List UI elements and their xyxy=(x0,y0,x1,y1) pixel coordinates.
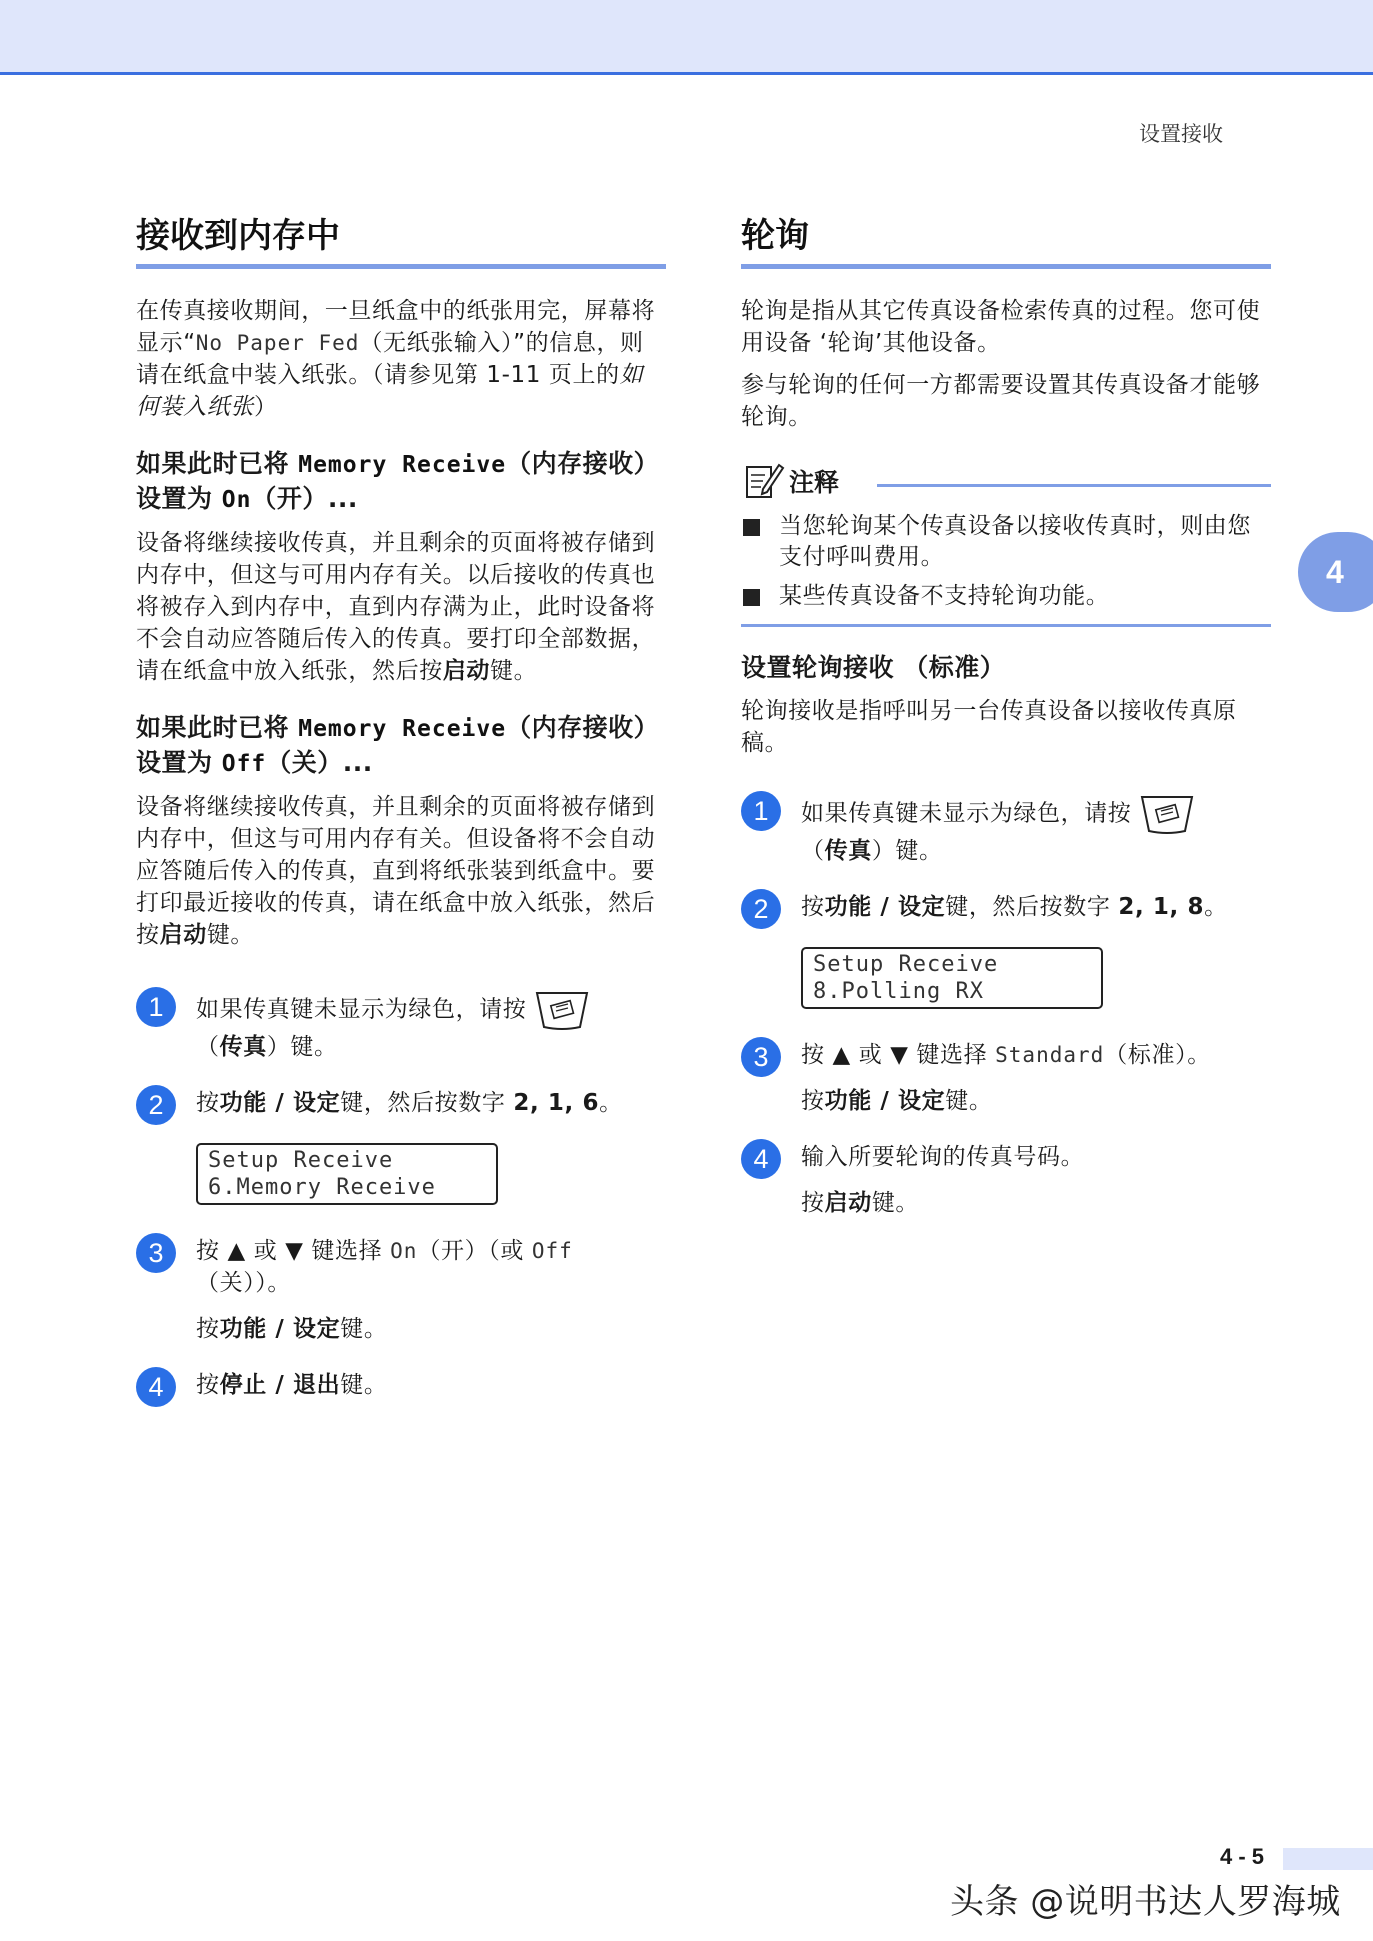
note-item xyxy=(741,511,1271,573)
left-column xyxy=(136,212,666,1401)
left-step-1 xyxy=(136,989,666,1063)
step-number-badge: 3 xyxy=(136,1233,176,1273)
step-text: （标准）。 xyxy=(1104,1042,1211,1068)
step-key-menu: 功能 / 设定 xyxy=(219,1316,341,1342)
intro-code: No Paper Fed xyxy=(195,331,360,355)
on-text-b: 键。 xyxy=(490,658,538,684)
step-text: （关））。 xyxy=(196,1270,291,1296)
lcd-line-1: Setup Receive xyxy=(208,1148,394,1173)
running-title: 设置接收 xyxy=(1139,122,1223,146)
right-step-2 xyxy=(741,891,1271,1009)
step-number-badge: 3 xyxy=(741,1037,781,1077)
step-text: 键。 xyxy=(945,1088,993,1114)
right-step-3 xyxy=(741,1039,1271,1117)
subheading-on-b: （内存接收）设置为 xyxy=(136,449,660,513)
note-pencil-icon xyxy=(741,459,785,503)
section-title-memory-receive: 接收到内存中 xyxy=(136,212,666,269)
off-paragraph xyxy=(136,791,666,951)
step-text: ）键。 xyxy=(266,1034,338,1060)
on-text-key: 启动 xyxy=(442,658,491,684)
subheading-on-code2: On xyxy=(221,487,252,513)
step-digits: 2, 1, 6 xyxy=(513,1090,600,1116)
step-key-stop: 停止 / 退出 xyxy=(219,1372,341,1398)
footer-bar xyxy=(1283,1848,1373,1870)
step-number-badge: 4 xyxy=(741,1139,781,1179)
right-step-4 xyxy=(741,1141,1271,1219)
polling-paragraph-1: 轮询是指从其它传真设备检索传真的过程。您可使用设备 ‘轮询’其他设备。 xyxy=(741,298,1261,356)
right-step-1-text xyxy=(801,793,1271,867)
step-text: 按 xyxy=(801,894,825,920)
subheading-on-a: 如果此时已将 xyxy=(136,449,299,478)
step-text: 按 xyxy=(196,1090,220,1116)
subheading-polling-setup: 设置轮询接收 （标准） xyxy=(741,653,1006,682)
step-text: 按 ▲ 或 ▼ 键选择 xyxy=(801,1042,996,1068)
step-number-badge: 1 xyxy=(136,987,176,1027)
subheading-off-c: （关）... xyxy=(266,748,373,777)
step-text: （开）（或 xyxy=(417,1238,532,1264)
chapter-tab: 4 xyxy=(1298,532,1373,612)
polling-paragraph-2: 参与轮询的任何一方都需要设置其传真设备才能够轮询。 xyxy=(741,372,1261,430)
step-key-menu: 功能 / 设定 xyxy=(824,1088,946,1114)
step-text: （ xyxy=(801,838,825,864)
step-text: 键。 xyxy=(340,1316,388,1342)
step-key-start: 启动 xyxy=(824,1190,872,1216)
right-step-1 xyxy=(741,793,1271,867)
note-item-text: 某些传真设备不支持轮询功能。 xyxy=(779,583,1110,609)
step-code: Standard xyxy=(995,1043,1105,1067)
left-step-4-text xyxy=(196,1369,666,1401)
left-step-3 xyxy=(136,1235,666,1345)
intro-text-c: ） xyxy=(254,394,278,420)
watermark-text: 头条 @说明书达人罗海城 xyxy=(950,1882,1341,1922)
intro-reference: 如何装入纸张 xyxy=(136,362,644,420)
right-step-4-text: 输入所要轮询的传真号码。 xyxy=(801,1144,1085,1170)
step-text: 按 xyxy=(801,1088,825,1114)
step-text: 按 xyxy=(196,1316,220,1342)
step-code: Off xyxy=(531,1239,573,1263)
right-step-3-text xyxy=(801,1039,1271,1071)
step-text: （ xyxy=(196,1034,220,1060)
header-band xyxy=(0,0,1373,75)
step-text: 按 ▲ 或 ▼ 键选择 xyxy=(196,1238,391,1264)
subheading-off-a: 如果此时已将 xyxy=(136,713,299,742)
step-digits: 2, 1, 8 xyxy=(1118,894,1205,920)
subheading-off-b: （内存接收）设置为 xyxy=(136,713,660,777)
subheading-on xyxy=(136,447,666,517)
step-number-badge: 1 xyxy=(741,791,781,831)
right-step-3-confirm xyxy=(801,1085,1271,1117)
lcd-display xyxy=(801,947,1103,1009)
left-step-2 xyxy=(136,1087,666,1205)
step-text: 如果传真键未显示为绿色，请按 xyxy=(801,800,1132,827)
subheading-off xyxy=(136,711,666,781)
step-key-menu: 功能 / 设定 xyxy=(824,894,946,920)
off-text-key: 启动 xyxy=(159,922,207,948)
lcd-line-2: 8.Polling RX xyxy=(813,979,984,1004)
subheading-off-code2: Off xyxy=(221,751,267,777)
step-text: 按 xyxy=(801,1190,825,1216)
step-text: 。 xyxy=(1204,894,1228,920)
subheading-off-code: Memory Receive xyxy=(298,716,507,742)
page-number: 4 - 5 xyxy=(1220,1844,1265,1869)
intro-paragraph xyxy=(136,295,666,423)
lcd-line-1: Setup Receive xyxy=(813,952,999,977)
right-column xyxy=(741,212,1271,1219)
left-step-1-text xyxy=(196,989,666,1063)
step-text: 键，然后按数字 xyxy=(945,894,1119,920)
step-key-fax: 传真 xyxy=(824,838,872,864)
lcd-line-2: 6.Memory Receive xyxy=(208,1175,436,1200)
fax-key-icon xyxy=(534,989,590,1031)
step-number-badge: 2 xyxy=(136,1085,176,1125)
intro-text-b: （无纸张输入）”的信息，则请在纸盒中装入纸张。（请参见第 1-11 页上的 xyxy=(136,330,644,388)
note-header xyxy=(741,459,1271,503)
section-title-polling: 轮询 xyxy=(741,212,1271,269)
left-step-3-confirm xyxy=(196,1313,666,1345)
step-text: ）键。 xyxy=(871,838,943,864)
step-number-badge: 2 xyxy=(741,889,781,929)
step-text: 。 xyxy=(599,1090,623,1116)
step-text: 键。 xyxy=(871,1190,920,1216)
on-paragraph xyxy=(136,527,666,687)
step-key-fax: 传真 xyxy=(219,1034,267,1060)
polling-setup-paragraph: 轮询接收是指呼叫另一台传真设备以接收传真原稿。 xyxy=(741,698,1237,756)
subheading-on-code: Memory Receive xyxy=(298,452,507,478)
note-list xyxy=(741,511,1271,627)
step-text: 按 xyxy=(196,1372,220,1398)
lcd-display xyxy=(196,1143,498,1205)
step-text: 如果传真键未显示为绿色，请按 xyxy=(196,996,527,1023)
step-text: 键，然后按数字 xyxy=(340,1090,514,1116)
off-text-a: 设备将继续接收传真，并且剩余的页面将被存储到内存中，但这与可用内存有关。但设备将不会自动应答随后传入的传真，直到将纸张装到纸盒中。要打印最近接收的传真，请在纸盒中放入纸张，然后按 xyxy=(136,794,656,948)
right-step-4-confirm xyxy=(801,1187,1271,1219)
left-step-2-text xyxy=(196,1087,666,1119)
intro-text-a: 在传真接收期间，一旦纸盒中的纸张用完，屏幕将显示“ xyxy=(136,298,656,356)
fax-key-icon xyxy=(1139,793,1195,835)
note-item-text: 当您轮询某个传真设备以接收传真时，则由您支付呼叫费用。 xyxy=(779,513,1251,570)
note-label: 注释 xyxy=(789,468,840,497)
step-code: On xyxy=(390,1239,418,1263)
note-rule xyxy=(877,484,1271,487)
step-text: 键。 xyxy=(340,1372,388,1398)
step-key-menu: 功能 / 设定 xyxy=(219,1090,341,1116)
off-text-b: 键。 xyxy=(206,922,255,948)
step-number-badge: 4 xyxy=(136,1367,176,1407)
subheading-on-c: （开）... xyxy=(251,484,358,513)
bullet-square-icon xyxy=(743,589,760,606)
left-step-3-text xyxy=(196,1235,666,1299)
note-item xyxy=(741,581,1271,612)
left-step-4 xyxy=(136,1369,666,1401)
bullet-square-icon xyxy=(743,519,760,536)
right-step-2-text xyxy=(801,891,1271,923)
on-text-a: 设备将继续接收传真，并且剩余的页面将被存储到内存中，但这与可用内存有关。以后接收的传真也将被存入到内存中，直到内存满为止，此时设备将不会自动应答随后传入的传真。要打印全部数据，请在纸盒中放入纸张，然后按 xyxy=(136,530,656,684)
